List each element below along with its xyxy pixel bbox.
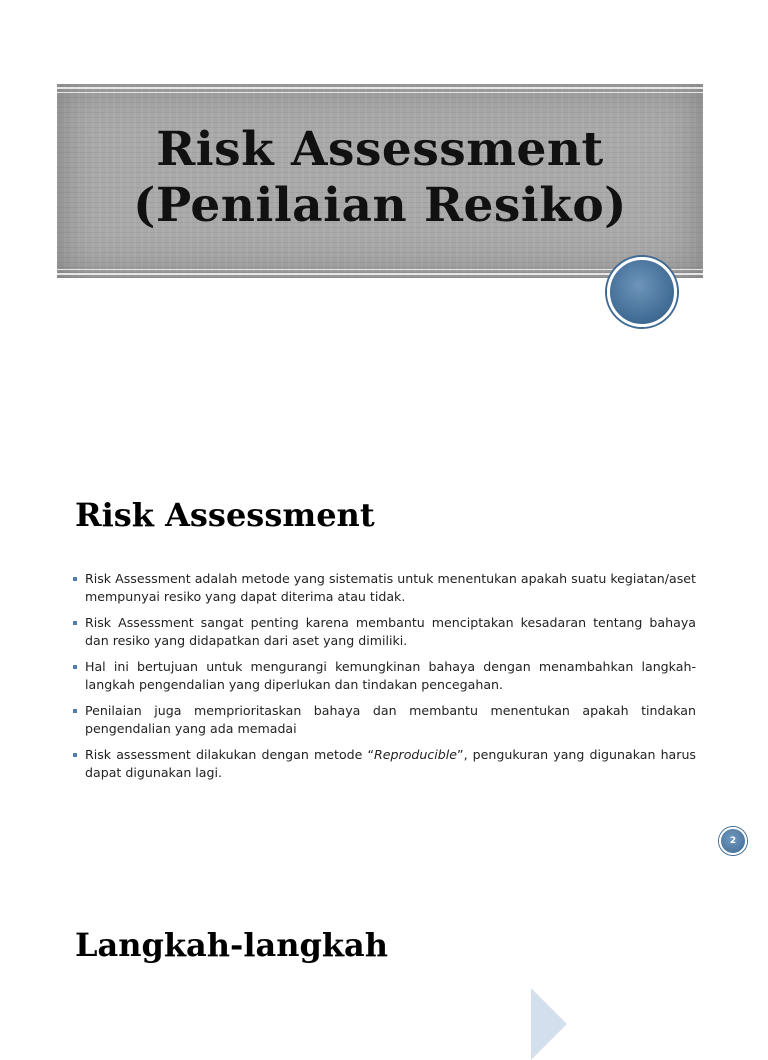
banner-stripe	[57, 273, 703, 275]
bullet-text-after: ”, pengukuran yang digunakan harus dapat digunakan lagi.	[85, 747, 696, 780]
bullet-item	[72, 614, 696, 650]
bullet-emphasis: Reproducible	[374, 747, 458, 762]
title-line-2: (Penilaian Resiko)	[133, 178, 627, 233]
decorative-circle-icon	[607, 257, 677, 327]
slide-title	[0, 0, 768, 440]
title-banner	[57, 84, 703, 278]
bullet-square-icon	[73, 709, 77, 713]
slide-title-text	[57, 122, 703, 234]
bullet-item	[72, 658, 696, 694]
decorative-triangle-icon	[531, 988, 567, 1060]
page-number-badge	[719, 827, 747, 855]
banner-stripe	[57, 269, 703, 270]
bullet-text: Hal ini bertujuan untuk mengurangi kemungkinan bahaya dengan menambahkan langkah-langkah pengendalian yang diperlukan dan tindakan pencegahan.	[85, 659, 696, 692]
bullet-item	[72, 746, 696, 782]
bullet-square-icon	[73, 665, 77, 669]
bullet-text: Risk Assessment sangat penting karena membantu menciptakan kesadaran tentang bahaya dan resiko yang didapatkan dari aset yang dimiliki.	[85, 615, 696, 648]
banner-stripe	[57, 92, 703, 93]
bullet-list	[72, 570, 696, 790]
bullet-text-before: Risk assessment dilakukan dengan metode “	[85, 747, 375, 762]
page-number: 2	[729, 836, 737, 846]
banner-stripe	[57, 87, 703, 89]
bullet-square-icon	[73, 621, 77, 625]
slide-heading: Risk Assessment	[75, 496, 375, 534]
slide-risk-assessment	[0, 440, 768, 885]
bullet-item	[72, 702, 696, 738]
slide-heading: Langkah-langkah	[75, 926, 389, 964]
title-line-1: Risk Assessment	[156, 122, 604, 177]
bullet-square-icon	[73, 753, 77, 757]
bullet-item	[72, 570, 696, 606]
bullet-square-icon	[73, 577, 77, 581]
slide-langkah	[0, 885, 768, 1024]
bullet-text: Penilaian juga memprioritaskan bahaya dan membantu menentukan apakah tindakan pengendalian yang ada memadai	[85, 703, 696, 736]
bullet-text: Risk Assessment adalah metode yang sistematis untuk menentukan apakah suatu kegiatan/aset mempunyai resiko yang dapat diterima atau tidak.	[85, 571, 696, 604]
